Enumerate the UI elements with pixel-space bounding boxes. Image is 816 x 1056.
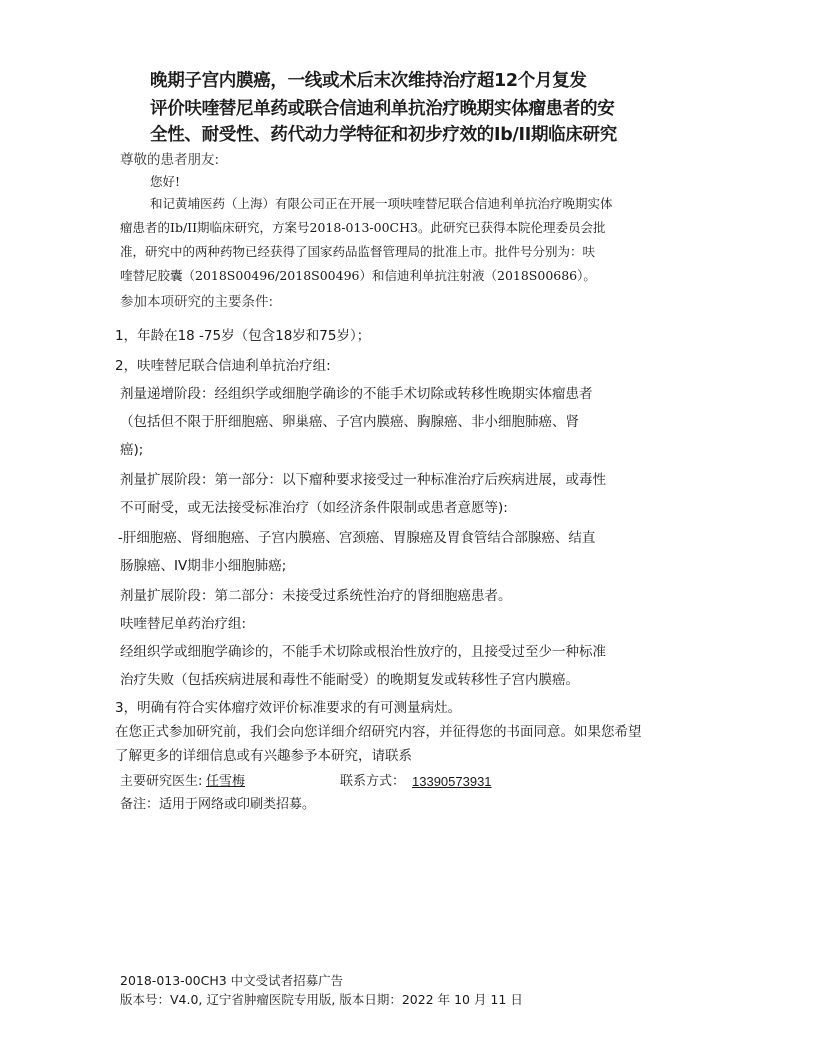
title-line-2: 评价呋喹替尼单药或联合信迪利单抗治疗晚期实体瘤患者的安 bbox=[150, 99, 615, 119]
title-line-3: 全性、耐受性、药代动力学特征和初步疗效的Ib/II期临床研究 bbox=[150, 125, 617, 145]
expansion-part1-line-2: 不可耐受，或无法接受标准治疗（如经济条件限制或患者意愿等): bbox=[120, 500, 508, 516]
conditions-heading: 参加本项研究的主要条件: bbox=[120, 294, 274, 310]
escalation-line-3: 癌); bbox=[120, 442, 144, 458]
tumor-types-line-1: -肝细胞癌、肾细胞癌、子宫内膜癌、宫颈癌、胃腺癌及胃食管结合部腺癌、结直 bbox=[118, 530, 596, 546]
footer-protocol: 2018-013-00CH3 中文受试者招募广告 bbox=[120, 973, 344, 988]
phone-label: 联系方式： bbox=[340, 774, 406, 789]
doctor-label: 主要研究医生: bbox=[120, 774, 203, 789]
closing-line-1: 在您正式参加研究前，我们会向您详细介绍研究内容，并征得您的书面同意。如果您希望 bbox=[115, 724, 642, 740]
closing-line-2: 了解更多的详细信息或有兴趣参予本研究，请联系 bbox=[115, 748, 412, 764]
intro-line-1: 和记黄埔医药（上海）有限公司正在开展一项呋喹替尼联合信迪利单抗治疗晚期实体 bbox=[150, 196, 613, 211]
condition-item-1: 1，年龄在18 -75岁（包含18岁和75岁）； bbox=[115, 328, 371, 344]
expansion-part1-line-1: 剂量扩展阶段：第一部分：以下瘤种要求接受过一种标准治疗后疾病进展，或毒性 bbox=[120, 472, 606, 488]
salutation: 尊敬的患者朋友: bbox=[120, 152, 220, 168]
tumor-types-line-2: 肠腺癌、IV期非小细胞肺癌; bbox=[120, 558, 287, 574]
recruitment-note: 备注：适用于网络或印刷类招募。 bbox=[120, 797, 316, 812]
mono-therapy-line-1: 经组织学或细胞学确诊的，不能手术切除或根治性放疗的，且接受过至少一种标准 bbox=[120, 644, 606, 660]
intro-line-2: 瘤患者的Ib/II期临床研究，方案号2018-013-00CH3。此研究已获得本院伦理委员会批 bbox=[120, 220, 606, 235]
footer-version: 版本号：V4.0, 辽宁省肿瘤医院专用版, 版本日期：2022 年 10 月 11 日 bbox=[120, 992, 523, 1007]
greeting-hello: 您好! bbox=[150, 174, 181, 189]
condition-item-3: 3，明确有符合实体瘤疗效评价标准要求的有可测量病灶。 bbox=[115, 700, 462, 716]
mono-therapy-heading: 呋喹替尼单药治疗组: bbox=[120, 616, 247, 632]
escalation-line-2: （包括但不限于肝细胞癌、卵巢癌、子宫内膜癌、胸腺癌、非小细胞肺癌、肾 bbox=[120, 414, 579, 430]
mono-therapy-line-2: 治疗失败（包括疾病进展和毒性不能耐受）的晚期复发或转移性子宫内膜癌。 bbox=[120, 672, 579, 688]
intro-line-4: 喹替尼胶囊（2018S00496/2018S00496）和信迪利单抗注射液（2018S00686）。 bbox=[120, 268, 596, 283]
doctor-name: 任雪梅 bbox=[206, 774, 246, 789]
expansion-part2: 剂量扩展阶段：第二部分：未接受过系统性治疗的肾细胞癌患者。 bbox=[120, 588, 512, 604]
escalation-line-1: 剂量递增阶段：经组织学或细胞学确诊的不能手术切除或转移性晚期实体瘤患者 bbox=[120, 386, 593, 402]
intro-line-3: 准，研究中的两种药物已经获得了国家药品监督管理局的批准上市。批件号分别为：呋 bbox=[120, 244, 596, 259]
title-line-1: 晚期子宫内膜癌，一线或术后末次维持治疗超12个月复发 bbox=[150, 71, 587, 91]
condition-item-2: 2，呋喹替尼联合信迪利单抗治疗组: bbox=[115, 358, 331, 374]
phone-number: 13390573931 bbox=[412, 774, 492, 789]
